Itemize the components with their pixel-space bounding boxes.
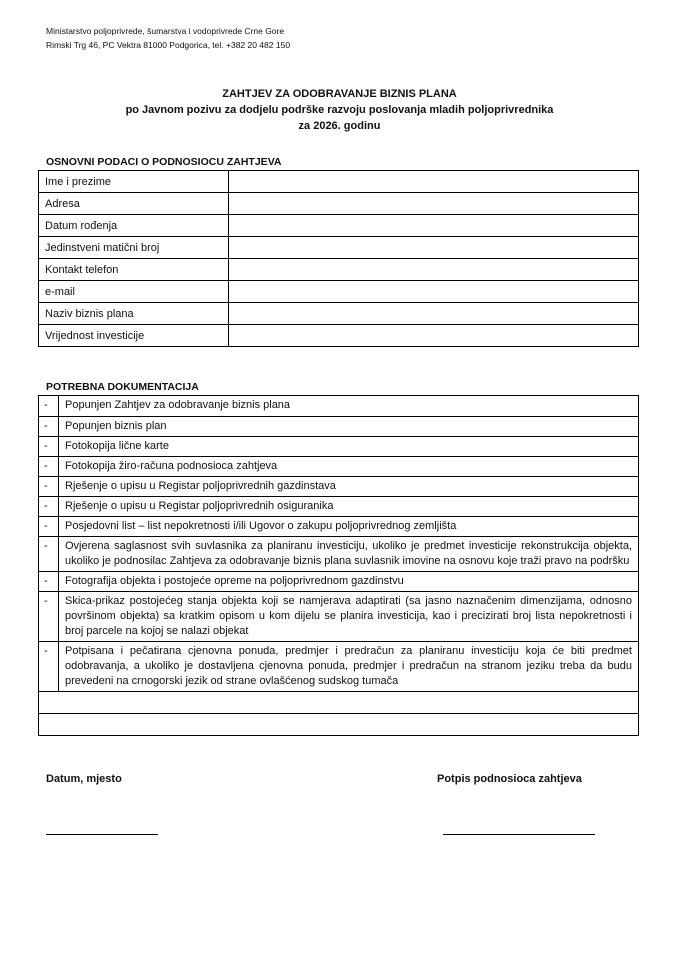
- document-item-text: Rješenje o upisu u Registar poljoprivrednih gazdinstava: [59, 477, 639, 497]
- title-line-2: po Javnom pozivu za dodjelu podrške razvoju poslovanja mladih poljoprivrednika: [125, 104, 554, 116]
- document-item-text: Posjedovni list – list nepokretnosti i/ili Ugovor o zakupu poljoprivrednog zemljišta: [59, 517, 639, 537]
- empty-cell[interactable]: [39, 714, 639, 736]
- empty-cell[interactable]: [39, 692, 639, 714]
- field-label: e-mail: [39, 281, 229, 303]
- bullet-dash: -: [39, 572, 59, 592]
- section-documents-title: POTREBNA DOKUMENTACIJA: [46, 381, 199, 393]
- title-line-3: za 2026. godinu: [298, 120, 381, 132]
- document-item-row: [39, 517, 639, 537]
- field-label: Adresa: [39, 193, 229, 215]
- field-label: Vrijednost investicije: [39, 325, 229, 347]
- applicant-field-row: [39, 325, 639, 347]
- document-item-row: [39, 437, 639, 457]
- field-value-cell[interactable]: [229, 281, 639, 303]
- applicant-signature-label: Potpis podnosioca zahtjeva: [437, 773, 582, 785]
- document-item-row: [39, 477, 639, 497]
- applicant-field-row: [39, 171, 639, 193]
- field-value-cell[interactable]: [229, 237, 639, 259]
- document-item-text: Fotokopija lične karte: [59, 437, 639, 457]
- bullet-dash: -: [39, 517, 59, 537]
- applicant-field-row: [39, 193, 639, 215]
- document-item-text: Ovjerena saglasnost svih suvlasnika za planiranu investiciju, ukoliko je predmet investicije rekonstrukcija objekta, ukoliko je podnosilac Zahtjeva za odobravanje biznis plana suvlasnik imovine na osnovu koje traži pravo na podršku: [59, 537, 639, 572]
- document-item-text: Popunjen biznis plan: [59, 417, 639, 437]
- document-item-row: [39, 642, 639, 692]
- applicant-data-table: [38, 170, 639, 347]
- document-item-text: Fotografija objekta i postojeće opreme na poljoprivrednom gazdinstvu: [59, 572, 639, 592]
- document-item-row: [39, 457, 639, 477]
- bullet-dash: -: [39, 437, 59, 457]
- empty-row: [39, 714, 639, 736]
- bullet-dash: -: [39, 396, 59, 417]
- field-label: Naziv biznis plana: [39, 303, 229, 325]
- bullet-dash: -: [39, 592, 59, 642]
- document-item-text: Popunjen Zahtjev za odobravanje biznis plana: [59, 396, 639, 417]
- field-label: Ime i prezime: [39, 171, 229, 193]
- document-item-text: Potpisana i pečatirana cjenovna ponuda, predmjer i predračun za planiranu investiciju koja će biti predmet odobravanja, a ukoliko je dostavljena cjenovna ponuda, predmjer i predračun na stranom jeziku treba da budu prevedeni na crnogorski jezik od strane ovlašćenog sudskog tumača: [59, 642, 639, 692]
- date-place-line[interactable]: [46, 834, 158, 835]
- document-item-text: Fotokopija žiro-računa podnosioca zahtjeva: [59, 457, 639, 477]
- bullet-dash: -: [39, 457, 59, 477]
- bullet-dash: -: [39, 477, 59, 497]
- field-value-cell[interactable]: [229, 325, 639, 347]
- applicant-field-row: [39, 259, 639, 281]
- document-item-text: Rješenje o upisu u Registar poljoprivrednih osiguranika: [59, 497, 639, 517]
- field-value-cell[interactable]: [229, 171, 639, 193]
- applicant-field-row: [39, 281, 639, 303]
- field-value-cell[interactable]: [229, 259, 639, 281]
- bullet-dash: -: [39, 417, 59, 437]
- applicant-field-row: [39, 237, 639, 259]
- ministry-header: [46, 24, 290, 52]
- section-applicant-title: OSNOVNI PODACI O PODNOSIOCU ZAHTJEVA: [46, 156, 282, 168]
- applicant-field-row: [39, 303, 639, 325]
- applicant-field-row: [39, 215, 639, 237]
- bullet-dash: -: [39, 537, 59, 572]
- title-line-1: ZAHTJEV ZA ODOBRAVANJE BIZNIS PLANA: [222, 88, 457, 100]
- bullet-dash: -: [39, 497, 59, 517]
- empty-row: [39, 692, 639, 714]
- field-value-cell[interactable]: [229, 303, 639, 325]
- field-value-cell[interactable]: [229, 193, 639, 215]
- field-label: Jedinstveni matični broj: [39, 237, 229, 259]
- bullet-dash: -: [39, 642, 59, 692]
- document-item-row: [39, 497, 639, 517]
- field-label: Datum rođenja: [39, 215, 229, 237]
- ministry-name: Ministarstvo poljoprivrede, šumarstva i vodoprivrede Crne Gore: [46, 26, 285, 36]
- date-place-label: Datum, mjesto: [46, 773, 122, 785]
- ministry-address: Rimski Trg 46, PC Vektra 81000 Podgorica, tel. +382 20 482 150: [46, 40, 291, 50]
- document-title: [0, 86, 679, 134]
- document-item-row: [39, 537, 639, 572]
- field-label: Kontakt telefon: [39, 259, 229, 281]
- field-value-cell[interactable]: [229, 215, 639, 237]
- document-item-text: Skica-prikaz postojećeg stanja objekta koji se namjerava adaptirati (sa jasno naznačenim dimenzijama, odnosno površinom objekta) sa kratkim opisom u kom dijelu se planira investicija, kao i precizirati broj lista nepokretnosti i broj parcele na kojoj se nalazi objekat: [59, 592, 639, 642]
- signature-line[interactable]: [443, 834, 595, 835]
- document-item-row: [39, 396, 639, 417]
- document-item-row: [39, 592, 639, 642]
- documents-table: [38, 395, 639, 736]
- document-item-row: [39, 417, 639, 437]
- document-item-row: [39, 572, 639, 592]
